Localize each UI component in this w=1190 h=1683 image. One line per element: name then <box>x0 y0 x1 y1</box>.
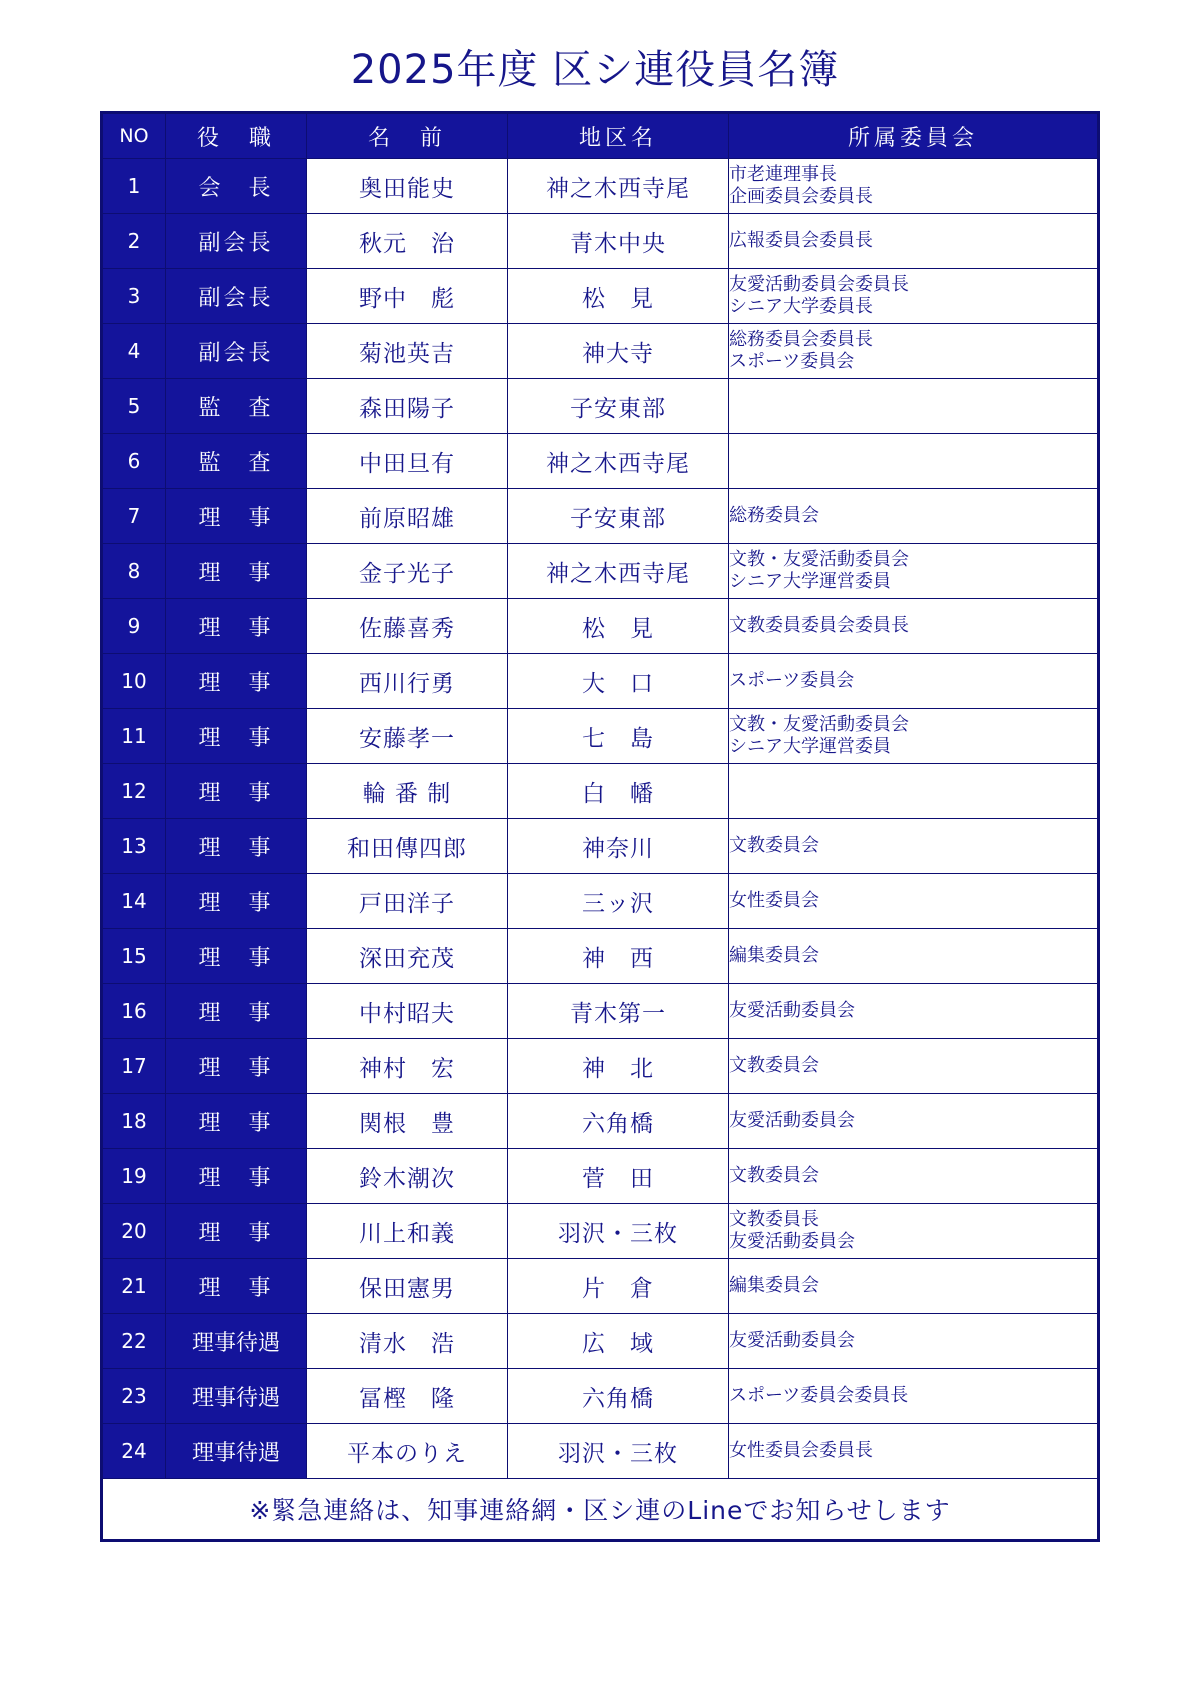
cell-name: 安藤孝一 <box>307 709 508 764</box>
cell-post: 理 事 <box>166 984 307 1039</box>
committee-line-1: 編集委員会 <box>729 944 819 966</box>
cell-area: 神 西 <box>508 929 729 984</box>
committee-line-1: 総務委員会 <box>729 504 819 526</box>
cell-name: 和田傳四郎 <box>307 819 508 874</box>
table-row <box>102 1424 1099 1479</box>
cell-no: 1 <box>102 159 166 214</box>
cell-area: 大 口 <box>508 654 729 709</box>
cell-committee <box>729 1149 1099 1204</box>
committee-line-1: 文教・友愛活動委員会 <box>729 548 909 570</box>
cell-no: 24 <box>102 1424 166 1479</box>
header-row <box>102 113 1099 159</box>
cell-area: 羽沢・三枚 <box>508 1204 729 1259</box>
cell-committee <box>729 1094 1099 1149</box>
cell-post: 理 事 <box>166 874 307 929</box>
footer-note: ※緊急連絡は、知事連絡網・区シ連のLineでお知らせします <box>102 1479 1099 1541</box>
page-title: 2025年度 区シ連役員名簿 <box>350 47 840 93</box>
cell-no: 14 <box>102 874 166 929</box>
cell-no: 19 <box>102 1149 166 1204</box>
cell-committee <box>729 434 1099 489</box>
cell-no: 10 <box>102 654 166 709</box>
cell-name: 菊池英吉 <box>307 324 508 379</box>
cell-area: 白 幡 <box>508 764 729 819</box>
cell-post: 副会長 <box>166 324 307 379</box>
cell-area: 青木第一 <box>508 984 729 1039</box>
cell-area: 菅 田 <box>508 1149 729 1204</box>
committee-line-2: 友愛活動委員会 <box>729 1231 855 1252</box>
cell-no: 22 <box>102 1314 166 1369</box>
cell-post: 理 事 <box>166 1149 307 1204</box>
cell-post: 理 事 <box>166 489 307 544</box>
cell-name: 清水 浩 <box>307 1314 508 1369</box>
cell-committee <box>729 654 1099 709</box>
cell-name: 深田充茂 <box>307 929 508 984</box>
cell-no: 13 <box>102 819 166 874</box>
cell-no: 2 <box>102 214 166 269</box>
table-row <box>102 544 1099 599</box>
cell-committee <box>729 214 1099 269</box>
cell-name: 西川行勇 <box>307 654 508 709</box>
cell-no: 20 <box>102 1204 166 1259</box>
cell-committee <box>729 1424 1099 1479</box>
column-header-post: 役 職 <box>166 113 307 159</box>
committee-line-2: 企画委員会委員長 <box>729 186 873 207</box>
cell-area: 広 域 <box>508 1314 729 1369</box>
cell-area: 七 島 <box>508 709 729 764</box>
cell-no: 7 <box>102 489 166 544</box>
table-row <box>102 1204 1099 1259</box>
committee-line-1: スポーツ委員会委員長 <box>729 1384 909 1406</box>
cell-area: 三ッ沢 <box>508 874 729 929</box>
cell-post: 監 査 <box>166 434 307 489</box>
table-row <box>102 1039 1099 1094</box>
cell-no: 12 <box>102 764 166 819</box>
table-row <box>102 1094 1099 1149</box>
cell-no: 6 <box>102 434 166 489</box>
cell-committee <box>729 1204 1099 1259</box>
cell-no: 4 <box>102 324 166 379</box>
committee-line-1: 総務委員会委員長 <box>729 328 873 350</box>
cell-committee <box>729 489 1099 544</box>
table-row <box>102 324 1099 379</box>
cell-area: 子安東部 <box>508 379 729 434</box>
committee-line-1: 女性委員会 <box>729 889 819 911</box>
committee-line-1: 文教・友愛活動委員会 <box>729 713 909 735</box>
cell-no: 5 <box>102 379 166 434</box>
table-row <box>102 1149 1099 1204</box>
cell-name: 金子光子 <box>307 544 508 599</box>
cell-area: 六角橋 <box>508 1094 729 1149</box>
cell-no: 9 <box>102 599 166 654</box>
cell-name: 関根 豊 <box>307 1094 508 1149</box>
cell-area: 松 見 <box>508 269 729 324</box>
committee-line-1: 友愛活動委員会 <box>729 1329 855 1351</box>
cell-no: 21 <box>102 1259 166 1314</box>
cell-no: 18 <box>102 1094 166 1149</box>
cell-name: 野中 彪 <box>307 269 508 324</box>
footer-row <box>102 1479 1099 1541</box>
table-footer <box>102 1479 1099 1541</box>
table-row <box>102 929 1099 984</box>
cell-committee <box>729 324 1099 379</box>
roster-table <box>100 111 1100 1542</box>
cell-area: 羽沢・三枚 <box>508 1424 729 1479</box>
cell-post: 理 事 <box>166 1259 307 1314</box>
table-row <box>102 984 1099 1039</box>
column-header-area: 地区名 <box>508 113 729 159</box>
committee-line-1: 友愛活動委員会委員長 <box>729 273 909 295</box>
cell-post: 理 事 <box>166 1094 307 1149</box>
cell-name: 森田陽子 <box>307 379 508 434</box>
cell-no: 16 <box>102 984 166 1039</box>
cell-name: 佐藤喜秀 <box>307 599 508 654</box>
committee-line-1: 女性委員会委員長 <box>729 1439 873 1461</box>
table-row <box>102 214 1099 269</box>
committee-line-2: シニア大学運営委員 <box>729 736 891 757</box>
cell-post: 監 査 <box>166 379 307 434</box>
cell-post: 理 事 <box>166 599 307 654</box>
committee-line-2: スポーツ委員会 <box>729 351 855 372</box>
cell-name: 鈴木潮次 <box>307 1149 508 1204</box>
cell-name: 川上和義 <box>307 1204 508 1259</box>
cell-name: 保田憲男 <box>307 1259 508 1314</box>
cell-post: 理 事 <box>166 654 307 709</box>
cell-area: 神之木西寺尾 <box>508 434 729 489</box>
cell-committee <box>729 984 1099 1039</box>
committee-line-2: シニア大学運営委員 <box>729 571 891 592</box>
table-body <box>102 159 1099 1479</box>
committee-line-1: スポーツ委員会 <box>729 669 855 691</box>
cell-post: 理 事 <box>166 709 307 764</box>
committee-line-1: 文教委員長 <box>729 1208 819 1230</box>
committee-line-1: 文教委員会 <box>729 1054 819 1076</box>
committee-line-1: 広報委員会委員長 <box>729 229 873 251</box>
cell-post: 会 長 <box>166 159 307 214</box>
table-row <box>102 434 1099 489</box>
table-row <box>102 1259 1099 1314</box>
cell-name: 中田旦有 <box>307 434 508 489</box>
cell-committee <box>729 599 1099 654</box>
cell-area: 子安東部 <box>508 489 729 544</box>
table-row <box>102 1369 1099 1424</box>
cell-no: 23 <box>102 1369 166 1424</box>
cell-committee <box>729 764 1099 819</box>
cell-name: 輪 番 制 <box>307 764 508 819</box>
column-header-name: 名 前 <box>307 113 508 159</box>
cell-post: 理 事 <box>166 819 307 874</box>
committee-line-2: シニア大学委員長 <box>729 296 873 317</box>
cell-committee <box>729 544 1099 599</box>
cell-post: 理 事 <box>166 929 307 984</box>
cell-post: 理 事 <box>166 1204 307 1259</box>
column-header-committee: 所属委員会 <box>729 113 1099 159</box>
cell-committee <box>729 874 1099 929</box>
cell-post: 理事待遇 <box>166 1314 307 1369</box>
cell-area: 片 倉 <box>508 1259 729 1314</box>
table-row <box>102 489 1099 544</box>
table-row <box>102 599 1099 654</box>
cell-name: 冨樫 隆 <box>307 1369 508 1424</box>
column-header-no: NO <box>102 113 166 159</box>
cell-committee <box>729 379 1099 434</box>
cell-area: 神大寺 <box>508 324 729 379</box>
cell-area: 神奈川 <box>508 819 729 874</box>
cell-post: 副会長 <box>166 214 307 269</box>
committee-line-1: 編集委員会 <box>729 1274 819 1296</box>
table-row <box>102 654 1099 709</box>
cell-committee <box>729 159 1099 214</box>
cell-name: 平本のりえ <box>307 1424 508 1479</box>
cell-committee <box>729 709 1099 764</box>
cell-no: 11 <box>102 709 166 764</box>
cell-name: 神村 宏 <box>307 1039 508 1094</box>
cell-no: 15 <box>102 929 166 984</box>
table-row <box>102 874 1099 929</box>
cell-area: 青木中央 <box>508 214 729 269</box>
cell-name: 前原昭雄 <box>307 489 508 544</box>
cell-name: 戸田洋子 <box>307 874 508 929</box>
committee-line-1: 友愛活動委員会 <box>729 999 855 1021</box>
table-row <box>102 269 1099 324</box>
cell-post: 理 事 <box>166 1039 307 1094</box>
cell-committee <box>729 819 1099 874</box>
cell-no: 8 <box>102 544 166 599</box>
committee-line-1: 市老連理事長 <box>729 163 837 185</box>
cell-area: 松 見 <box>508 599 729 654</box>
cell-name: 奥田能史 <box>307 159 508 214</box>
cell-committee <box>729 1314 1099 1369</box>
cell-committee <box>729 1259 1099 1314</box>
cell-name: 中村昭夫 <box>307 984 508 1039</box>
cell-post: 理事待遇 <box>166 1369 307 1424</box>
table-row <box>102 819 1099 874</box>
cell-post: 理事待遇 <box>166 1424 307 1479</box>
table-row <box>102 159 1099 214</box>
cell-post: 理 事 <box>166 544 307 599</box>
cell-committee <box>729 1039 1099 1094</box>
cell-post: 副会長 <box>166 269 307 324</box>
cell-area: 神之木西寺尾 <box>508 544 729 599</box>
cell-committee <box>729 269 1099 324</box>
table-row <box>102 1314 1099 1369</box>
cell-area: 六角橋 <box>508 1369 729 1424</box>
cell-committee <box>729 1369 1099 1424</box>
table-row <box>102 764 1099 819</box>
cell-no: 17 <box>102 1039 166 1094</box>
cell-area: 神 北 <box>508 1039 729 1094</box>
cell-post: 理 事 <box>166 764 307 819</box>
committee-line-1: 文教委員会 <box>729 1164 819 1186</box>
cell-area: 神之木西寺尾 <box>508 159 729 214</box>
table-row <box>102 379 1099 434</box>
committee-line-1: 文教委員会 <box>729 834 819 856</box>
cell-committee <box>729 929 1099 984</box>
cell-no: 3 <box>102 269 166 324</box>
committee-line-1: 友愛活動委員会 <box>729 1109 855 1131</box>
table-row <box>102 709 1099 764</box>
committee-line-1: 文教委員委員会委員長 <box>729 614 909 636</box>
cell-name: 秋元 治 <box>307 214 508 269</box>
table-header <box>102 113 1099 159</box>
